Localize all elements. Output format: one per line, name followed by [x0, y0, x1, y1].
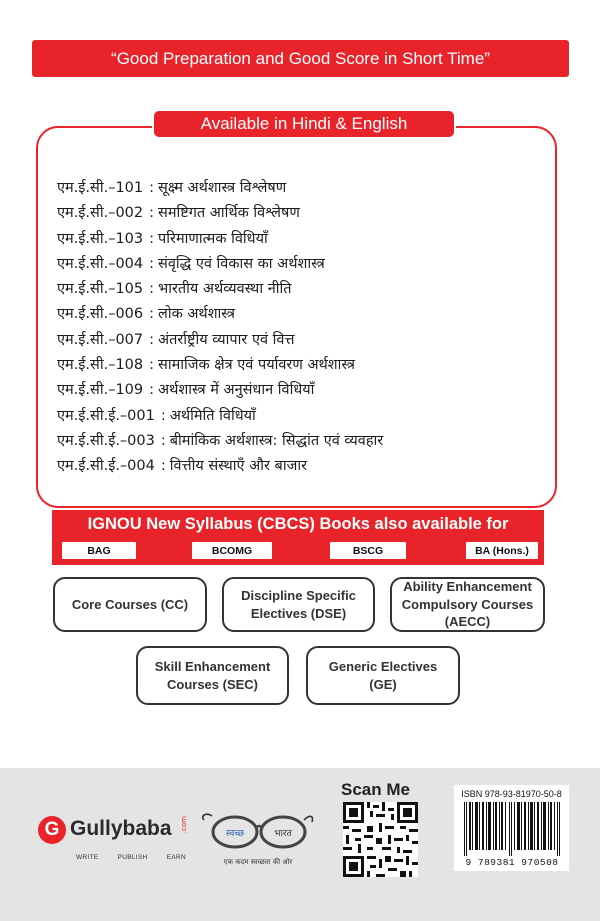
course-code: एम.ई.सी.–002: [57, 205, 144, 222]
course-code: एम.ई.सी.–103: [57, 230, 144, 247]
bharat-word: भारत: [274, 829, 292, 839]
category-dse: [222, 577, 375, 632]
program-tag-bag: BAG: [62, 542, 136, 559]
course-title: अंतर्राष्ट्रीय व्यापार एवं वित्त: [158, 331, 295, 348]
course-item: [57, 201, 547, 226]
course-title: अर्थशास्त्र में अनुसंधान विधियाँ: [158, 382, 315, 399]
tagline-banner: “Good Preparation and Good Score in Short Time”: [32, 40, 569, 77]
course-code: एम.ई.सी.ई.–001: [57, 407, 155, 424]
course-item: [57, 353, 547, 378]
course-separator: :: [149, 255, 155, 272]
category-label: Generic Electives (GE): [328, 658, 438, 692]
course-item: [57, 302, 547, 327]
course-code: एम.ई.सी.ई.–003: [57, 432, 155, 449]
course-title: सामाजिक क्षेत्र एवं पर्यावरण अर्थशास्त्र: [158, 357, 356, 374]
course-item: [57, 328, 547, 353]
course-code: एम.ई.सी.–006: [57, 306, 144, 323]
category-sec: [136, 646, 289, 705]
course-code: एम.ई.सी.–108: [57, 357, 144, 374]
course-separator: :: [149, 306, 155, 323]
qr-code-icon: [343, 802, 418, 877]
course-separator: :: [160, 432, 166, 449]
course-code: एम.ई.सी.–101: [57, 180, 144, 196]
course-separator: :: [160, 407, 166, 424]
tagline-word: EARN: [166, 854, 186, 861]
logo-g-icon: G: [38, 816, 66, 844]
logo-wordmark: Gullybaba: [70, 817, 172, 840]
course-item: [57, 454, 547, 479]
course-separator: :: [149, 230, 155, 247]
gullybaba-logo: [38, 814, 188, 874]
course-title: वित्तीय संस्थाएँ और बाजार: [169, 458, 308, 475]
swachh-word: स्वच्छ: [225, 829, 245, 839]
course-code: एम.ई.सी.ई.–004: [57, 458, 155, 475]
barcode-digits: 9 789381 970508: [465, 857, 559, 868]
course-title: सूक्ष्म अर्थशास्त्र विश्लेषण: [158, 180, 287, 196]
category-label: Ability Enhancement Compulsory Courses (AECC): [401, 579, 534, 630]
course-separator: :: [149, 331, 155, 348]
availability-tab: Available in Hindi & English: [152, 109, 456, 139]
course-separator: :: [149, 205, 155, 222]
course-item: [57, 404, 547, 429]
course-separator: :: [149, 357, 155, 374]
scan-me-label: Scan Me: [341, 780, 410, 799]
course-title: समष्टिगत आर्थिक विश्लेषण: [158, 205, 300, 222]
course-separator: :: [149, 281, 155, 298]
course-code: एम.ई.सी.–004: [57, 255, 144, 272]
course-title: बीमांकिक अर्थशास्त्र: सिद्धांत एवं व्यवहार: [169, 432, 384, 449]
course-title: भारतीय अर्थव्यवस्था नीति: [158, 281, 292, 298]
swachh-bharat-logo: [198, 806, 318, 876]
tagline-word: WRITE: [76, 854, 99, 861]
course-title: अर्थमिति विधियाँ: [169, 407, 256, 424]
course-separator: :: [149, 180, 155, 196]
course-item: [57, 277, 547, 302]
spectacles-icon: [198, 806, 318, 858]
course-title: लोक अर्थशास्त्र: [158, 306, 235, 323]
program-tag-bscg: BSCG: [330, 542, 406, 559]
course-separator: :: [160, 458, 166, 475]
course-title: संवृद्धि एवं विकास का अर्थशास्त्र: [158, 255, 325, 272]
course-item: [57, 252, 547, 277]
course-item: [57, 429, 547, 454]
course-code: एम.ई.सी.–007: [57, 331, 144, 348]
cbcs-banner: [52, 510, 544, 565]
category-aecc: [390, 577, 545, 632]
course-code: एम.ई.सी.–109: [57, 382, 144, 399]
isbn-barcode: [454, 785, 569, 871]
course-code: एम.ई.सी.–105: [57, 281, 144, 298]
swachh-caption: एक कदम स्वच्छता की ओर: [223, 858, 293, 866]
tagline-word: PUBLISH: [117, 854, 148, 861]
course-separator: :: [149, 382, 155, 399]
logo-domain: .com: [180, 816, 188, 834]
cbcs-title: IGNOU New Syllabus (CBCS) Books also available for: [87, 515, 509, 533]
category-label: Discipline Specific Electives (DSE): [241, 587, 356, 621]
course-item: [57, 227, 547, 252]
program-tag-ba-hons: BA (Hons.): [466, 542, 538, 559]
barcode-icon: [462, 802, 562, 856]
category-label: Core Courses (CC): [71, 596, 189, 612]
course-item: [57, 176, 547, 201]
back-cover-footer: [0, 768, 600, 921]
course-item: [57, 378, 547, 403]
category-label: Skill Enhancement Courses (SEC): [154, 658, 271, 692]
course-list: [57, 176, 547, 480]
program-tag-bcomg: BCOMG: [192, 542, 272, 559]
category-ge: [306, 646, 460, 705]
course-title: परिमाणात्मक विधियाँ: [158, 230, 268, 247]
logo-tagline: [76, 854, 186, 861]
isbn-number: ISBN 978-93-81970-50-8: [461, 789, 562, 799]
category-core-courses: [53, 577, 207, 632]
